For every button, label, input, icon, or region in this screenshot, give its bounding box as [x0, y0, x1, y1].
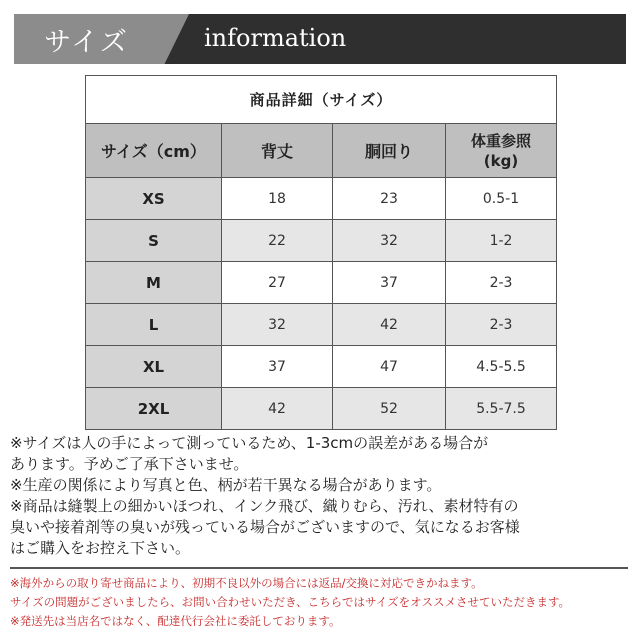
note-line: 臭いや接着剤等の臭いが残っている場合がございますので、気になるお客様	[10, 518, 520, 536]
waist-value: 23	[333, 178, 446, 220]
table-header-row	[86, 124, 557, 178]
table-caption: 商品詳細（サイズ）	[86, 76, 557, 124]
col-waist: 胴回り	[333, 124, 446, 178]
back-value: 42	[222, 388, 333, 430]
size-label: M	[86, 262, 222, 304]
header-tag-label: サイズ	[44, 27, 129, 58]
size-label: S	[86, 220, 222, 262]
waist-value: 32	[333, 220, 446, 262]
weight-value: 0.5-1	[446, 178, 557, 220]
back-value: 18	[222, 178, 333, 220]
table-row	[86, 346, 557, 388]
weight-value: 2-3	[446, 304, 557, 346]
back-value: 32	[222, 304, 333, 346]
col-back: 背丈	[222, 124, 333, 178]
back-value: 37	[222, 346, 333, 388]
note-line: ※サイズは人の手によって測っているため、1-3cmの誤差がある場合が	[10, 434, 489, 452]
waist-value: 52	[333, 388, 446, 430]
table-row	[86, 262, 557, 304]
note-line: あります。予めご了承下さいませ。	[10, 455, 249, 473]
weight-value: 2-3	[446, 262, 557, 304]
back-value: 22	[222, 220, 333, 262]
weight-value: 1-2	[446, 220, 557, 262]
col-weight	[446, 124, 557, 178]
waist-value: 47	[333, 346, 446, 388]
weight-value: 5.5-7.5	[446, 388, 557, 430]
table-row	[86, 220, 557, 262]
col-weight-unit: (kg)	[483, 151, 519, 170]
col-weight-label: 体重参照	[470, 131, 531, 150]
note-line: ※商品は縫製上の細かいほつれ、インク飛び、織りむら、汚れ、素材特有の	[10, 497, 519, 515]
note-line: はご購入をお控え下さい。	[10, 539, 191, 557]
size-label: XS	[86, 178, 222, 220]
red-note-line: サイズの問題がございましたら、お問い合わせいただき、こちらではサイズをオススメさせていただきます。	[10, 595, 571, 609]
note-line: ※生産の関係により写真と色、柄が若干異なる場合があります。	[10, 476, 442, 494]
size-table	[85, 75, 557, 430]
table-row	[86, 388, 557, 430]
weight-value: 4.5-5.5	[446, 346, 557, 388]
shipping-notes	[10, 574, 635, 631]
back-value: 27	[222, 262, 333, 304]
col-size: サイズ（cm）	[86, 124, 222, 178]
divider	[10, 567, 628, 569]
red-note-line: ※発送先は当店名ではなく、配達代行会社に委託しております。	[10, 614, 341, 628]
size-label: 2XL	[86, 388, 222, 430]
size-label: L	[86, 304, 222, 346]
red-note-line: ※海外からの取り寄せ商品により、初期不良以外の場合には返品/交換に対応できかねます。	[10, 576, 483, 590]
header-title: information	[204, 24, 347, 52]
waist-value: 42	[333, 304, 446, 346]
section-header	[14, 14, 626, 64]
size-notes	[10, 433, 635, 559]
table-row	[86, 178, 557, 220]
size-label: XL	[86, 346, 222, 388]
table-row	[86, 304, 557, 346]
waist-value: 37	[333, 262, 446, 304]
